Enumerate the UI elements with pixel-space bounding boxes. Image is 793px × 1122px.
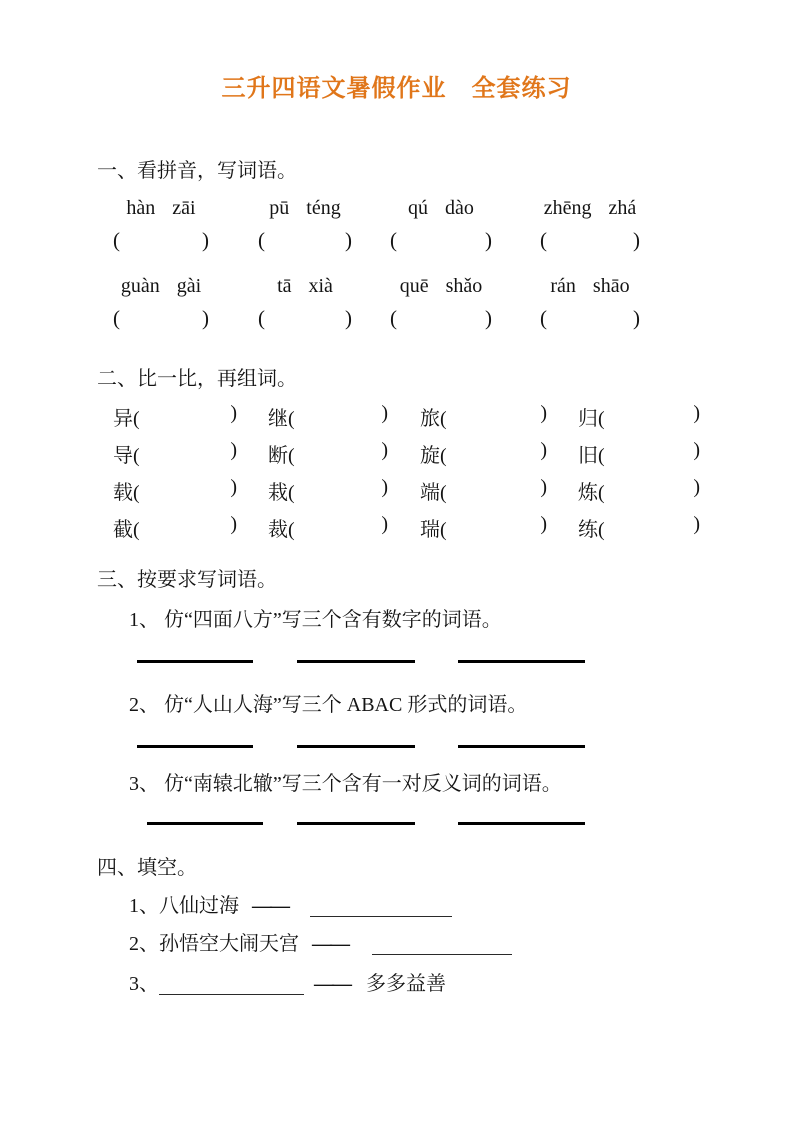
idiom-label: 1、八仙过海 bbox=[129, 895, 239, 917]
word-pair-cell: 栽( ) bbox=[268, 476, 388, 504]
answer-parens: ( ) bbox=[540, 228, 640, 252]
page-title: 三升四语文暑假作业 全套练习 bbox=[221, 76, 572, 102]
answer-parens: ( ) bbox=[390, 228, 492, 252]
pinyin-group: hàn zāi bbox=[126, 197, 196, 219]
compare-row-2 bbox=[97, 439, 700, 468]
compare-row-4 bbox=[97, 513, 700, 542]
answer-parens: ( ) bbox=[390, 306, 492, 330]
section-4-heading: 四、填空。 bbox=[97, 857, 197, 879]
pinyin-group: tā xià bbox=[277, 275, 333, 297]
compare-row-1 bbox=[97, 402, 700, 431]
fill-item-2 bbox=[129, 931, 512, 958]
word-pair-cell: 旧( ) bbox=[578, 439, 700, 467]
pinyin-group: quē shǎo bbox=[399, 275, 483, 297]
pinyin-group: pū téng bbox=[269, 197, 341, 219]
compare-row-3 bbox=[97, 476, 700, 505]
pinyin-group: qú dào bbox=[408, 197, 474, 219]
answer-paren-row-1 bbox=[97, 228, 640, 253]
word-pair-cell: 瑞( ) bbox=[420, 513, 547, 541]
answer-parens: ( ) bbox=[113, 228, 209, 252]
pinyin-group: guàn gài bbox=[120, 275, 202, 297]
question-1-text: 1、 仿“四面八方”写三个含有数字的词语。 bbox=[129, 609, 502, 631]
pinyin-group: rán shāo bbox=[550, 275, 630, 297]
answer-blank bbox=[458, 745, 585, 748]
blank-row-1 bbox=[97, 660, 585, 663]
idiom-label: 2、孙悟空大闹天宫 bbox=[129, 933, 299, 955]
word-pair-cell: 归( ) bbox=[578, 402, 700, 430]
answer-blank bbox=[147, 822, 263, 825]
em-dash: —— bbox=[312, 933, 348, 955]
answer-blank bbox=[458, 660, 585, 663]
pinyin-row-2 bbox=[97, 275, 640, 298]
answer-underline bbox=[159, 974, 304, 995]
answer-parens: ( ) bbox=[258, 306, 352, 330]
section-3-heading: 三、按要求写词语。 bbox=[97, 569, 277, 591]
blank-row-3 bbox=[97, 822, 585, 825]
answer-blank bbox=[137, 660, 253, 663]
answer-underline bbox=[310, 896, 452, 917]
word-pair-cell: 炼( ) bbox=[578, 476, 700, 504]
em-dash: —— bbox=[252, 895, 288, 917]
word-pair-cell: 旋( ) bbox=[420, 439, 547, 467]
section-2-heading: 二、比一比，再组词。 bbox=[97, 368, 297, 390]
fill-item-3 bbox=[129, 971, 446, 998]
answer-blank bbox=[297, 745, 415, 748]
word-pair-cell: 继( ) bbox=[268, 402, 388, 430]
question-2-text: 2、 仿“人山人海”写三个 ABAC 形式的词语。 bbox=[129, 694, 528, 716]
word-pair-cell: 断( ) bbox=[268, 439, 388, 467]
blank-row-2 bbox=[97, 745, 585, 748]
answer-parens: ( ) bbox=[540, 306, 640, 330]
word-pair-cell: 练( ) bbox=[578, 513, 700, 541]
word-pair-cell: 裁( ) bbox=[268, 513, 388, 541]
word-pair-cell: 端( ) bbox=[420, 476, 547, 504]
fill-item-1 bbox=[129, 893, 452, 920]
word-pair-cell: 载( ) bbox=[113, 476, 237, 504]
question-3-text: 3、 仿“南辕北辙”写三个含有一对反义词的词语。 bbox=[129, 773, 562, 795]
answer-paren-row-2 bbox=[97, 306, 640, 331]
answer-blank bbox=[297, 660, 415, 663]
answer-blank bbox=[137, 745, 253, 748]
answer-blank bbox=[297, 822, 415, 825]
answer-underline bbox=[372, 934, 512, 955]
word-pair-cell: 导( ) bbox=[113, 439, 237, 467]
word-pair-cell: 截( ) bbox=[113, 513, 237, 541]
item-number: 3、 bbox=[129, 973, 159, 995]
answer-blank bbox=[458, 822, 585, 825]
pinyin-group: zhēng zhá bbox=[543, 197, 637, 219]
em-dash: —— bbox=[314, 973, 350, 995]
word-pair-cell: 异( ) bbox=[113, 402, 237, 430]
answer-parens: ( ) bbox=[258, 228, 352, 252]
word-pair-cell: 旅( ) bbox=[420, 402, 547, 430]
section-1-heading: 一、看拼音，写词语。 bbox=[97, 160, 297, 182]
answer-parens: ( ) bbox=[113, 306, 209, 330]
pinyin-row-1 bbox=[97, 197, 640, 220]
idiom-label: 多多益善 bbox=[366, 973, 446, 995]
